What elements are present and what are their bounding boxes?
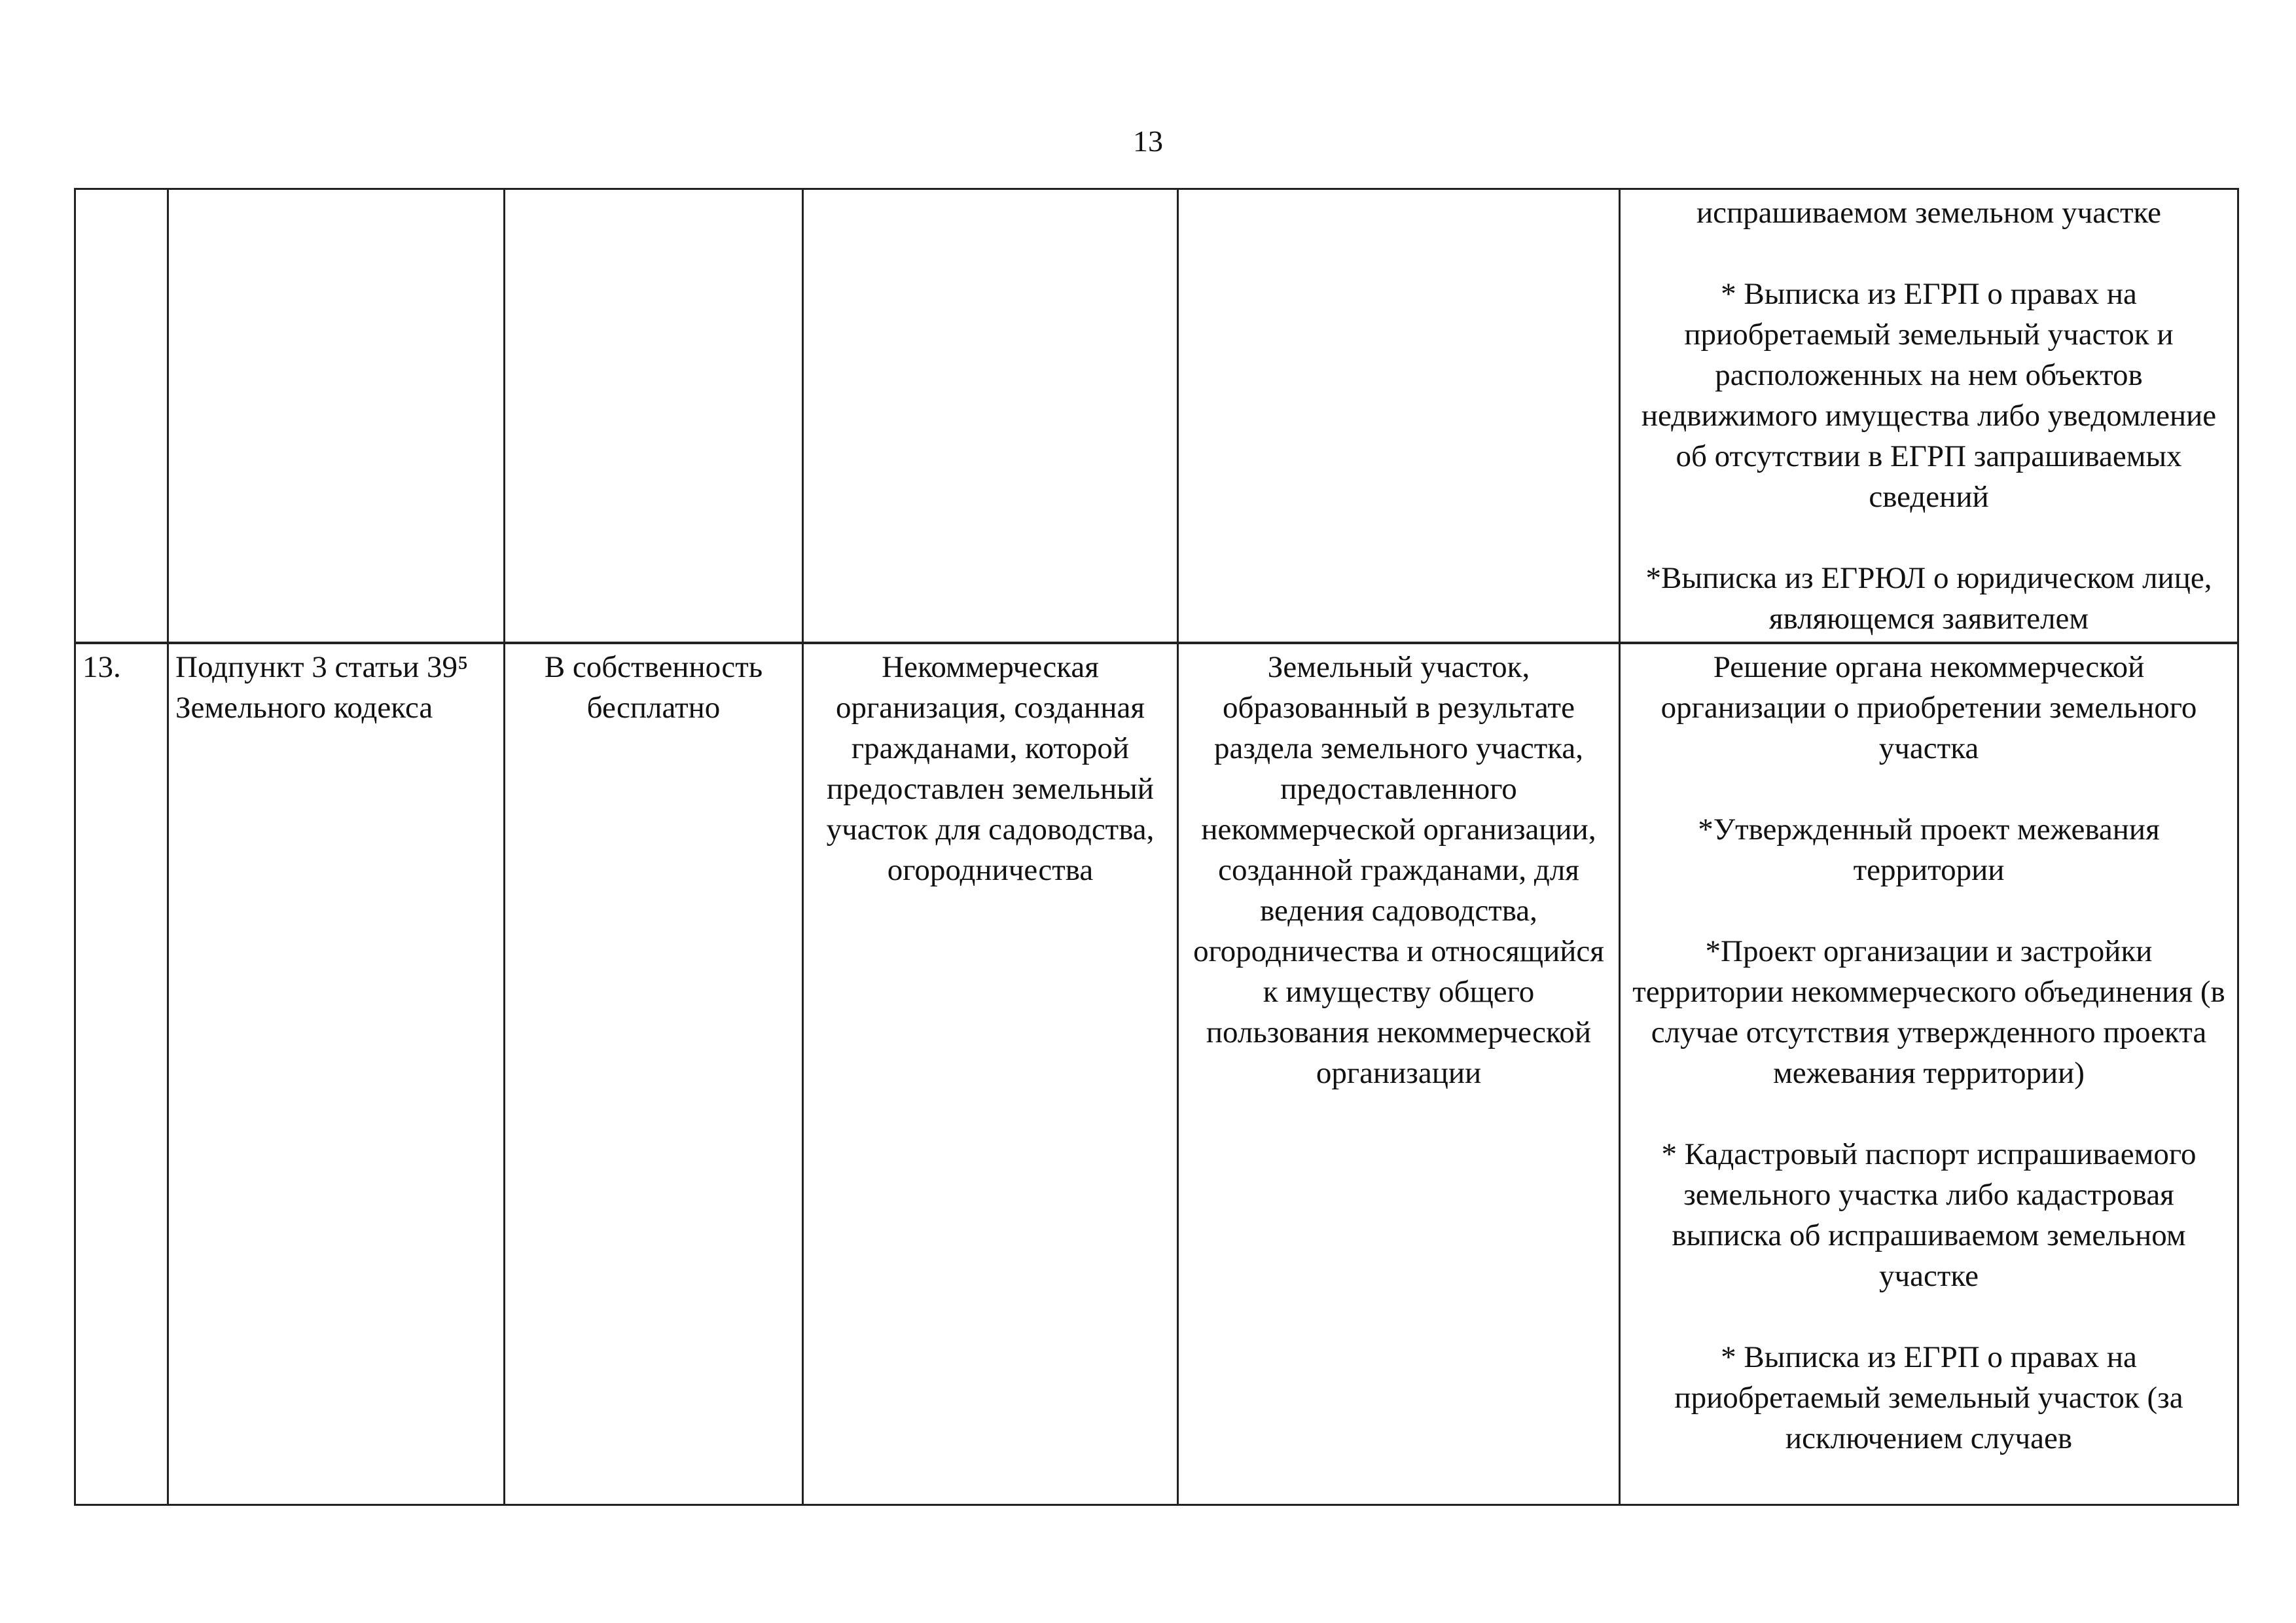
cell-basis	[168, 189, 505, 644]
page-number: 13	[1133, 124, 1163, 158]
document-item: испрашиваемом земельном участке	[1696, 196, 2162, 230]
cell-documents	[1620, 189, 2238, 644]
document-item: * Кадастровый паспорт испрашиваемого земельного участка либо кадастровая выписка об испрашиваемом земельном участке	[1661, 1137, 2197, 1293]
table-row-continuation	[75, 189, 2238, 644]
cell-applicant: Некоммерческая организация, созданная гражданами, которой предоставлен земельный участок для садоводства, огородничества	[803, 643, 1178, 1505]
document-item: * Выписка из ЕГРП о правах на приобретаемый земельный участок (за исключением случаев	[1674, 1340, 2183, 1455]
cell-applicant	[803, 189, 1178, 644]
cell-right-type	[505, 189, 803, 644]
document-item: *Проект организации и застройки территории некоммерческого объединения (в случае отсутствия утвержденного проекта межевания территории)	[1632, 934, 2225, 1090]
land-documents-table	[74, 188, 2239, 1506]
table-row-13	[75, 643, 2238, 1505]
cell-number	[75, 189, 168, 644]
cell-documents	[1620, 643, 2238, 1505]
cell-basis: Подпункт 3 статьи 39⁵ Земельного кодекса	[168, 643, 505, 1505]
cell-right-type: В собственность бесплатно	[505, 643, 803, 1505]
cell-land-plot: Земельный участок, образованный в результате раздела земельного участка, предоставленного некоммерческой организации, созданной гражданами, для ведения садоводства, огородничества и относящийся к имуществу общего пользования некоммерческой организации	[1178, 643, 1620, 1505]
cell-number: 13.	[75, 643, 168, 1505]
cell-land-plot	[1178, 189, 1620, 644]
document-item: Решение органа некоммерческой организации о приобретении земельного участка	[1660, 650, 2197, 765]
document-item: *Выписка из ЕГРЮЛ о юридическом лице, являющемся заявителем	[1645, 561, 2212, 636]
document-item: *Утвержденный проект межевания территории	[1698, 812, 2160, 887]
document-item: * Выписка из ЕГРП о правах на приобретаемый земельный участок и расположенных на нем объектов недвижимого имущества либо уведомление об отсутствии в ЕГРП запрашиваемых сведений	[1641, 277, 2217, 514]
